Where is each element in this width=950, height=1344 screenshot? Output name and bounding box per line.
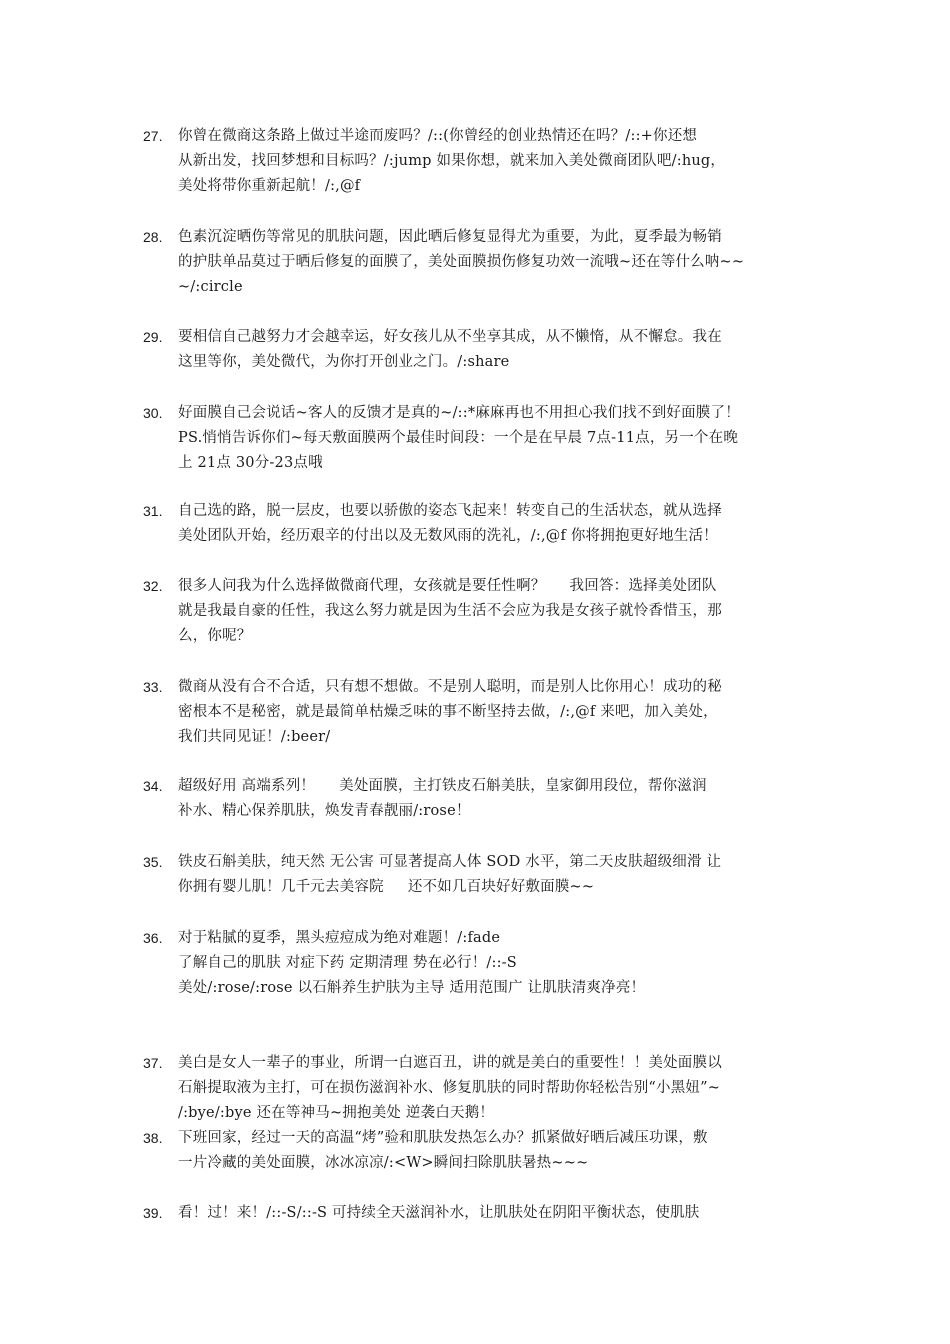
item-text-line: 好面膜自己会说话~客人的反馈才是真的~/::*麻麻再也不用担心我们找不到好面膜了！	[178, 405, 740, 421]
item-text-line: 石斛提取液为主打，可在损伤滋润补水、修复肌肤的同时帮助你轻松告别“小黑妞”~	[178, 1080, 721, 1096]
item-number: 39.	[143, 1205, 163, 1221]
item-text-line: /:bye/:bye 还在等神马~拥抱美处 逆袭白天鹅！	[178, 1105, 495, 1121]
item-text-line: 看！过！来！/::-S/::-S 可持续全天滋润补水，让肌肤处在阴阳平衡状态，使肌肤	[178, 1205, 700, 1221]
item-number: 36.	[143, 930, 163, 946]
item-text-line: 美处/:rose/:rose 以石斛养生护肤为主导 适用范围广 让肌肤清爽净亮！	[178, 980, 646, 996]
item-text-line: 我们共同见证！/:beer/	[178, 729, 331, 745]
item-text-line: 这里等你，美处微代，为你打开创业之门。/:share	[178, 354, 510, 370]
item-number: 33.	[143, 679, 163, 695]
item-number: 30.	[143, 405, 163, 421]
item-text-line: 上 21点 30分-23点哦	[178, 455, 323, 471]
item-text-line: 密根本不是秘密，就是最简单枯燥乏味的事不断坚持去做，/:,@f 来吧，加入美处，	[178, 704, 718, 720]
item-number: 27.	[143, 128, 163, 144]
item-text-line: 从新出发，找回梦想和目标吗？/:jump 如果你想，就来加入美处微商团队吧/:hug，	[178, 153, 726, 169]
item-text-line: 微商从没有合不合适，只有想不想做。不是别人聪明，而是别人比你用心！成功的秘	[178, 679, 722, 695]
item-number: 31.	[143, 503, 163, 519]
item-text-line: 对于粘腻的夏季，黑头痘痘成为绝对难题！/:fade	[178, 930, 501, 946]
item-text-line: 美处将带你重新起航！/:,@f	[178, 178, 361, 194]
item-text-line: 么，你呢？	[178, 628, 252, 644]
item-text-line: 下班回家，经过一天的高温“烤”验和肌肤发热怎么办？抓紧做好晒后减压功课，敷	[178, 1130, 708, 1146]
item-text-line: 了解自己的肌肤 对症下药 定期清理 势在必行！/::-S	[178, 955, 517, 971]
item-text-line: 美处团队开始，经历艰辛的付出以及无数风雨的洗礼，/:,@f 你将拥抱更好地生活！	[178, 528, 718, 544]
item-number: 34.	[143, 778, 163, 794]
item-text-line: 很多人问我为什么选择做微商代理，女孩就是要任性啊？ 我回答：选择美处团队	[178, 578, 717, 594]
item-text-line: 自己选的路，脱一层皮，也要以骄傲的姿态飞起来！转变自己的生活状态，就从选择	[178, 503, 722, 519]
item-number: 29.	[143, 329, 163, 345]
item-text-line: 铁皮石斛美肤，纯天然 无公害 可显著提高人体 SOD 水平，第二天皮肤超级细滑 让	[178, 854, 722, 870]
item-text-line: 你拥有婴儿肌！几千元去美容院 还不如几百块好好敷面膜~~	[178, 879, 595, 895]
item-text-line: 色素沉淀晒伤等常见的肌肤问题，因此晒后修复显得尤为重要，为此，夏季最为畅销	[178, 229, 722, 245]
item-text-line: ~/:circle	[178, 279, 243, 295]
item-number: 37.	[143, 1055, 163, 1071]
item-text-line: 的护肤单品莫过于晒后修复的面膜了，美处面膜损伤修复功效一流哦~还在等什么呐~~	[178, 254, 745, 270]
item-text-line: PS.悄悄告诉你们~每天敷面膜两个最佳时间段：一个是在早晨 7点-11点，另一个在晚	[178, 430, 739, 446]
item-text-line: 要相信自己越努力才会越幸运，好女孩儿从不坐享其成，从不懒惰，从不懈怠。我在	[178, 329, 722, 345]
item-text-line: 就是我最自豪的任性，我这么努力就是因为生活不会应为我是女孩子就怜香惜玉，那	[178, 603, 722, 619]
item-number: 32.	[143, 578, 163, 594]
item-text-line: 补水、精心保养肌肤，焕发青春靓丽/:rose！	[178, 803, 471, 819]
item-number: 28.	[143, 229, 163, 245]
item-number: 38.	[143, 1130, 163, 1146]
item-text-line: 你曾在微商这条路上做过半途而废吗？/::(你曾经的创业热情还在吗？/::+你还想	[178, 128, 698, 144]
item-text-line: 一片冷藏的美处面膜，冰冰凉凉/:<W>瞬间扫除肌肤暑热~~~	[178, 1155, 589, 1171]
item-number: 35.	[143, 854, 163, 870]
item-text-line: 超级好用 高端系列！ 美处面膜，主打铁皮石斛美肤，皇家御用段位，帮你滋润	[178, 778, 707, 794]
item-text-line: 美白是女人一辈子的事业，所谓一白遮百丑，讲的就是美白的重要性！！美处面膜以	[178, 1055, 722, 1071]
